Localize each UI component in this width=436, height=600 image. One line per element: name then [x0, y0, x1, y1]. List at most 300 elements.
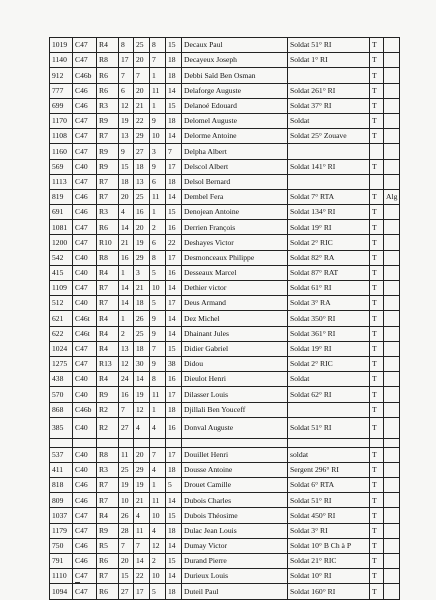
soldier-name: Dubois Charles	[182, 493, 288, 508]
table-row	[50, 281, 400, 296]
page-speck	[75, 582, 80, 583]
cell-c: 2	[150, 220, 166, 235]
cell-c: 9	[150, 113, 166, 128]
row-code: R7	[97, 189, 119, 204]
rank-unit	[288, 144, 370, 159]
soldier-name: Djillali Ben Youceff	[182, 402, 288, 417]
carre-code: C40	[73, 296, 97, 311]
cell-a: 4	[119, 205, 134, 220]
carre-code: C47	[73, 523, 97, 538]
cell-c: 10	[150, 569, 166, 584]
cell-a: 27	[119, 584, 134, 599]
table-row	[50, 189, 400, 204]
soldier-name: Decaux Paul	[182, 38, 288, 53]
rank-unit: Soldat 51° RI	[288, 493, 370, 508]
cell-a: 7	[119, 538, 134, 553]
row-code: R6	[97, 220, 119, 235]
cell-c: 7	[150, 447, 166, 462]
cell-c: 10	[150, 129, 166, 144]
blank-cell	[288, 438, 370, 447]
origin-note	[384, 144, 400, 159]
cell-b: 18	[134, 341, 150, 356]
table-row	[50, 68, 400, 83]
row-code: R7	[97, 174, 119, 189]
rank-unit: Soldat 2° RIC	[288, 235, 370, 250]
cell-d: 18	[166, 462, 182, 477]
carre-code: C47	[73, 569, 97, 584]
rank-unit: Soldat 37° RI	[288, 98, 370, 113]
blank-cell	[50, 438, 73, 447]
record-number: 868	[50, 402, 73, 417]
cell-a: 24	[119, 372, 134, 387]
soldier-name: Desseaux Marcel	[182, 265, 288, 280]
row-code: R6	[97, 83, 119, 98]
cell-d: 14	[166, 129, 182, 144]
table-row	[50, 311, 400, 326]
cell-b: 29	[134, 129, 150, 144]
table-row	[50, 144, 400, 159]
rank-unit: Soldat 61° RI	[288, 281, 370, 296]
cell-d: 38	[166, 356, 182, 371]
row-code: R7	[97, 281, 119, 296]
soldier-name: Douillet Henri	[182, 447, 288, 462]
rank-unit: Soldat 62° RI	[288, 387, 370, 402]
cell-b: 20	[134, 53, 150, 68]
cell-d: 15	[166, 554, 182, 569]
cell-a: 19	[119, 113, 134, 128]
tomb-mark: T	[370, 281, 384, 296]
carre-code: C46	[73, 554, 97, 569]
origin-note	[384, 220, 400, 235]
record-number: 818	[50, 478, 73, 493]
soldier-name: Delpha Albert	[182, 144, 288, 159]
row-code: R10	[97, 235, 119, 250]
soldier-name: Didou	[182, 356, 288, 371]
cell-b: 20	[134, 83, 150, 98]
burial-register-table	[49, 37, 400, 600]
cell-d: 17	[166, 296, 182, 311]
cell-b: 21	[134, 493, 150, 508]
carre-code: C47	[73, 281, 97, 296]
tomb-mark: T	[370, 296, 384, 311]
register-rows	[50, 38, 400, 600]
cell-a: 8	[119, 38, 134, 53]
rank-unit: Soldat 19° RI	[288, 341, 370, 356]
cell-d: 18	[166, 402, 182, 417]
origin-note	[384, 584, 400, 599]
row-code: R3	[97, 462, 119, 477]
cell-d: 18	[166, 113, 182, 128]
blank-cell	[134, 438, 150, 447]
table-row	[50, 38, 400, 53]
carre-code: C40	[73, 387, 97, 402]
cell-c: 9	[150, 159, 166, 174]
record-number: 542	[50, 250, 73, 265]
cell-a: 14	[119, 296, 134, 311]
table-row	[50, 296, 400, 311]
cell-d: 15	[166, 341, 182, 356]
rank-unit: Soldat 134° RI	[288, 205, 370, 220]
table-row	[50, 508, 400, 523]
record-number: 1113	[50, 174, 73, 189]
row-code: R4	[97, 311, 119, 326]
record-number: 1170	[50, 113, 73, 128]
cell-c: 8	[150, 38, 166, 53]
cell-d: 15	[166, 98, 182, 113]
record-number: 809	[50, 493, 73, 508]
row-code: R9	[97, 144, 119, 159]
table-row	[50, 569, 400, 584]
cell-b: 20	[134, 447, 150, 462]
tomb-mark: T	[370, 478, 384, 493]
record-number: 1081	[50, 220, 73, 235]
rank-unit	[288, 402, 370, 417]
rank-unit: Soldat 2° RIC	[288, 356, 370, 371]
cell-a: 14	[119, 281, 134, 296]
soldier-name: Dhainant Jules	[182, 326, 288, 341]
cell-b: 17	[134, 584, 150, 599]
row-code: R4	[97, 265, 119, 280]
cell-c: 9	[150, 326, 166, 341]
cell-c: 4	[150, 462, 166, 477]
blank-row	[50, 438, 400, 447]
cell-a: 7	[119, 402, 134, 417]
record-number: 691	[50, 205, 73, 220]
row-code: R4	[97, 326, 119, 341]
rank-unit: Soldat 7° RTA	[288, 189, 370, 204]
table-row	[50, 341, 400, 356]
cell-c: 5	[150, 296, 166, 311]
cell-d: 14	[166, 538, 182, 553]
table-row	[50, 235, 400, 250]
cell-b: 18	[134, 296, 150, 311]
rank-unit: Soldat 10° B Ch à P	[288, 538, 370, 553]
carre-code: C40	[73, 250, 97, 265]
tomb-mark: T	[370, 83, 384, 98]
record-number: 411	[50, 462, 73, 477]
cell-d: 17	[166, 387, 182, 402]
cell-c: 6	[150, 174, 166, 189]
rank-unit: Soldat 6° RTA	[288, 478, 370, 493]
carre-code: C40	[73, 159, 97, 174]
origin-note	[384, 356, 400, 371]
origin-note	[384, 554, 400, 569]
cell-b: 25	[134, 38, 150, 53]
cell-a: 6	[119, 83, 134, 98]
record-number: 1200	[50, 235, 73, 250]
cell-a: 10	[119, 493, 134, 508]
rank-unit: soldat	[288, 447, 370, 462]
cell-a: 17	[119, 53, 134, 68]
cell-a: 7	[119, 68, 134, 83]
cell-d: 22	[166, 235, 182, 250]
carre-code: C47	[73, 584, 97, 599]
cell-b: 13	[134, 174, 150, 189]
cell-a: 9	[119, 144, 134, 159]
cell-c: 5	[150, 265, 166, 280]
record-number: 1094	[50, 584, 73, 599]
origin-note	[384, 113, 400, 128]
row-code: R8	[97, 53, 119, 68]
record-number: 1179	[50, 523, 73, 538]
tomb-mark: T	[370, 38, 384, 53]
cell-b: 27	[134, 144, 150, 159]
rank-unit: Soldat	[288, 113, 370, 128]
tomb-mark: T	[370, 569, 384, 584]
cell-c: 5	[150, 584, 166, 599]
carre-code: C46	[73, 98, 97, 113]
tomb-mark: T	[370, 523, 384, 538]
cell-a: 1	[119, 265, 134, 280]
blank-cell	[182, 438, 288, 447]
tomb-mark: T	[370, 53, 384, 68]
cell-c: 2	[150, 554, 166, 569]
soldier-name: Denojean Antoine	[182, 205, 288, 220]
table-row	[50, 265, 400, 280]
carre-code: C40	[73, 372, 97, 387]
origin-note	[384, 68, 400, 83]
rank-unit: Soldat 350° RI	[288, 311, 370, 326]
carre-code: C47	[73, 341, 97, 356]
tomb-mark: T	[370, 447, 384, 462]
cell-c: 11	[150, 189, 166, 204]
cell-b: 19	[134, 387, 150, 402]
row-code: R9	[97, 113, 119, 128]
rank-unit: Soldat 450° RI	[288, 508, 370, 523]
cell-c: 1	[150, 68, 166, 83]
table-row	[50, 159, 400, 174]
cell-d: 14	[166, 281, 182, 296]
cell-c: 7	[150, 341, 166, 356]
cell-c: 7	[150, 53, 166, 68]
cell-c: 1	[150, 478, 166, 493]
soldier-name: Duteil Paul	[182, 584, 288, 599]
carre-code: C47	[73, 174, 97, 189]
cell-b: 25	[134, 326, 150, 341]
rank-unit: Soldat 82° RA	[288, 250, 370, 265]
record-number: 750	[50, 538, 73, 553]
tomb-mark: T	[370, 189, 384, 204]
table-row	[50, 205, 400, 220]
record-number: 912	[50, 68, 73, 83]
table-row	[50, 554, 400, 569]
rank-unit: Soldat 3° RI	[288, 523, 370, 538]
cell-a: 26	[119, 508, 134, 523]
soldier-name: Dethier victor	[182, 281, 288, 296]
soldier-name: Decayeux Joseph	[182, 53, 288, 68]
tomb-mark: T	[370, 402, 384, 417]
tomb-mark: T	[370, 205, 384, 220]
rank-unit: Soldat 21° RIC	[288, 554, 370, 569]
table-row	[50, 372, 400, 387]
table-row	[50, 538, 400, 553]
cell-b: 14	[134, 372, 150, 387]
cell-a: 2	[119, 326, 134, 341]
cell-d: 16	[166, 265, 182, 280]
origin-note	[384, 129, 400, 144]
cell-d: 17	[166, 159, 182, 174]
soldier-name: Dembel Fera	[182, 189, 288, 204]
origin-note	[384, 508, 400, 523]
cell-c: 9	[150, 356, 166, 371]
record-number: 791	[50, 554, 73, 569]
tomb-mark: T	[370, 387, 384, 402]
blank-cell	[119, 438, 134, 447]
soldier-name: Derrien François	[182, 220, 288, 235]
rank-unit: Soldat 361° RI	[288, 326, 370, 341]
rank-unit: Sergent 296° RI	[288, 462, 370, 477]
row-code: R7	[97, 129, 119, 144]
cell-c: 10	[150, 281, 166, 296]
carre-code: C46	[73, 83, 97, 98]
cell-b: 11	[134, 523, 150, 538]
cell-d: 16	[166, 220, 182, 235]
row-code: R5	[97, 538, 119, 553]
rank-unit: Soldat 25° Zouave	[288, 129, 370, 144]
tomb-mark: T	[370, 68, 384, 83]
record-number: 777	[50, 83, 73, 98]
soldier-name: Delaforge Auguste	[182, 83, 288, 98]
cell-b: 14	[134, 554, 150, 569]
cell-b: 16	[134, 205, 150, 220]
tomb-mark: T	[370, 584, 384, 599]
cell-d: 18	[166, 584, 182, 599]
cell-a: 16	[119, 387, 134, 402]
row-code: R9	[97, 159, 119, 174]
carre-code: C47	[73, 508, 97, 523]
row-code: R7	[97, 569, 119, 584]
record-number: 1109	[50, 281, 73, 296]
tomb-mark: T	[370, 113, 384, 128]
origin-note	[384, 372, 400, 387]
tomb-mark: T	[370, 356, 384, 371]
table-row	[50, 493, 400, 508]
record-number: 537	[50, 447, 73, 462]
carre-code: C46	[73, 205, 97, 220]
cell-a: 12	[119, 356, 134, 371]
rank-unit: Soldat 51° RI	[288, 417, 370, 438]
record-number: 512	[50, 296, 73, 311]
origin-note	[384, 265, 400, 280]
origin-note	[384, 38, 400, 53]
cell-a: 1	[119, 311, 134, 326]
record-number: 570	[50, 387, 73, 402]
cell-d: 14	[166, 569, 182, 584]
origin-note	[384, 493, 400, 508]
soldier-name: Durand Pierre	[182, 554, 288, 569]
carre-code: C46t	[73, 326, 97, 341]
tomb-mark: T	[370, 462, 384, 477]
record-number: 1140	[50, 53, 73, 68]
soldier-name: Didier Gabriel	[182, 341, 288, 356]
carre-code: C46b	[73, 68, 97, 83]
cell-d: 14	[166, 493, 182, 508]
rank-unit	[288, 174, 370, 189]
soldier-name: Dulac Jean Louis	[182, 523, 288, 538]
table-row	[50, 53, 400, 68]
cell-b: 21	[134, 98, 150, 113]
cell-a: 15	[119, 159, 134, 174]
table-row	[50, 129, 400, 144]
cell-d: 18	[166, 68, 182, 83]
origin-note	[384, 98, 400, 113]
cell-a: 11	[119, 447, 134, 462]
rank-unit: Soldat	[288, 372, 370, 387]
soldier-name: Dubois Théosime	[182, 508, 288, 523]
origin-note	[384, 83, 400, 98]
cell-c: 4	[150, 417, 166, 438]
cell-b: 12	[134, 402, 150, 417]
rank-unit: Soldat 261° RI	[288, 83, 370, 98]
carre-code: C46	[73, 538, 97, 553]
row-code: R6	[97, 554, 119, 569]
carre-code: C40	[73, 447, 97, 462]
table-row	[50, 447, 400, 462]
row-code: R7	[97, 478, 119, 493]
soldier-name: Dez Michel	[182, 311, 288, 326]
cell-c: 10	[150, 508, 166, 523]
origin-note: Alg	[384, 189, 400, 204]
carre-code: C46	[73, 478, 97, 493]
cell-c: 4	[150, 523, 166, 538]
cell-d: 17	[166, 250, 182, 265]
record-number: 415	[50, 265, 73, 280]
soldier-name: Debbi Saïd Ben Osman	[182, 68, 288, 83]
cell-d: 17	[166, 447, 182, 462]
record-number: 1019	[50, 38, 73, 53]
tomb-mark: T	[370, 250, 384, 265]
row-code: R2	[97, 402, 119, 417]
carre-code: C47	[73, 53, 97, 68]
record-number: 1275	[50, 356, 73, 371]
tomb-mark: T	[370, 508, 384, 523]
tomb-mark: T	[370, 220, 384, 235]
row-code: R4	[97, 341, 119, 356]
cell-b: 22	[134, 569, 150, 584]
soldier-name: Durieux Louis	[182, 569, 288, 584]
tomb-mark: T	[370, 326, 384, 341]
cell-c: 1	[150, 402, 166, 417]
cell-c: 11	[150, 493, 166, 508]
table-row	[50, 387, 400, 402]
record-number: 1037	[50, 508, 73, 523]
cell-d: 16	[166, 417, 182, 438]
record-number: 1108	[50, 129, 73, 144]
row-code: R6	[97, 584, 119, 599]
cell-b: 3	[134, 265, 150, 280]
cell-b: 7	[134, 538, 150, 553]
carre-code: C47	[73, 38, 97, 53]
tomb-mark: T	[370, 493, 384, 508]
table-row	[50, 83, 400, 98]
soldier-name: Desmonceaux Philippe	[182, 250, 288, 265]
cell-d: 15	[166, 38, 182, 53]
cell-b: 4	[134, 508, 150, 523]
cell-b: 18	[134, 159, 150, 174]
row-code: R9	[97, 387, 119, 402]
origin-note	[384, 53, 400, 68]
cell-d: 7	[166, 144, 182, 159]
tomb-mark	[370, 144, 384, 159]
carre-code: C47	[73, 235, 97, 250]
soldier-name: Delscol Albert	[182, 159, 288, 174]
cell-b: 21	[134, 281, 150, 296]
cell-b: 7	[134, 68, 150, 83]
cell-c: 12	[150, 538, 166, 553]
cell-b: 22	[134, 113, 150, 128]
origin-note	[384, 402, 400, 417]
cell-a: 15	[119, 569, 134, 584]
